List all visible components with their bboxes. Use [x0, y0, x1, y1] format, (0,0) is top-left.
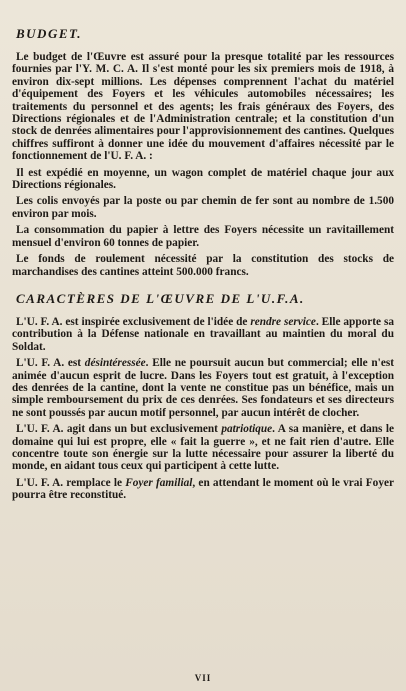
- caracteres-p3-text-end: . A sa manière, et dans le domaine qui lui est propre, elle « fait la guerre », et ne fait rien d'autre. Elle concentre toute son énergie sur la lutte nécessaire pour assurer la liberté du monde, en aidant tous ceux qui participent à cette lutte.: [12, 423, 394, 473]
- caracteres-paragraph-1: [12, 316, 394, 353]
- budget-paragraph-3: Les colis envoyés par la poste ou par chemin de fer sont au nombre de 1.500 environ par mois.: [12, 195, 394, 220]
- caracteres-p1-emphasis: rendre service: [250, 315, 316, 328]
- caracteres-paragraph-3: [12, 423, 394, 473]
- caracteres-p1-text: L'U. F. A. est inspirée exclusivement de l'idée de: [16, 315, 251, 328]
- caracteres-p4-text: L'U. F. A. remplace le: [16, 476, 126, 489]
- budget-paragraph-4: La consommation du papier à lettre des Foyers nécessite un ravitaillement mensuel d'environ 60 tonnes de papier.: [12, 224, 394, 249]
- caracteres-paragraph-2: [12, 357, 394, 419]
- budget-paragraph-1: Le budget de l'Œuvre est assuré pour la presque totalité par les ressources fournies par l'Y. M. C. A. Il s'est monté pour les six premiers mois de 1918, à environ dix-sept millions. Les dépenses comprennent l'achat du matériel d'équipement des Foyers et les véhicules automobiles nécessaires; les traitements du personnel et des agents; les frais généraux des Foyers, des Directions régionales et de l'Administration centrale; et la constitution d'un stock de denrées alimentaires pour l'approvisionnement des cantines. Quelques chiffres suffiront à donner une idée du mouvement d'affaires nécessité par le fonctionnement de l'U. F. A. :: [12, 51, 394, 163]
- caracteres-p2-emphasis: désintéressée: [84, 357, 146, 370]
- caracteres-p2-text-end: . Elle ne poursuit aucun but commercial; elle n'est animée d'aucun esprit de lucre. Dans les Foyers tout est gratuit, à l'exception des denrées de la cantine, dont la vente ne constitue pas un bénéfice, mais un simple remboursement du prix de ces denrées. Ses fondateurs et ses directeurs ne sont poussés par aucun motif personnel, par aucun intérêt de clocher.: [12, 357, 394, 419]
- budget-paragraph-2: Il est expédié en moyenne, un wagon complet de matériel chaque jour aux Directions régionales.: [12, 166, 394, 192]
- page-number: VII: [194, 673, 212, 683]
- budget-paragraph-5: Le fonds de roulement nécessité par la constitution des stocks de marchandises des cantines atteint 500.000 francs.: [12, 253, 394, 278]
- caracteres-heading: CARACTÈRES DE L'ŒUVRE DE L'U.F.A.: [16, 290, 305, 306]
- caracteres-p1-text-end: . Elle apporte sa contribution à la Défense nationale en travaillant au maintien du moral du Soldat.: [12, 315, 394, 353]
- caracteres-p3-text: L'U. F. A. agit dans un but exclusivement: [16, 423, 222, 436]
- caracteres-p4-emphasis: Foyer familial: [125, 476, 193, 489]
- budget-heading: BUDGET.: [16, 26, 83, 41]
- budget-section: [12, 26, 394, 278]
- caracteres-p3-emphasis: patriotique: [221, 423, 273, 436]
- caracteres-paragraph-4: [12, 477, 394, 502]
- caracteres-p4-text-end: , en attendant le moment où le vrai Foyer pourra être reconstitué.: [12, 476, 394, 502]
- caracteres-section: [12, 291, 394, 502]
- caracteres-p2-text: L'U. F. A. est: [16, 357, 85, 370]
